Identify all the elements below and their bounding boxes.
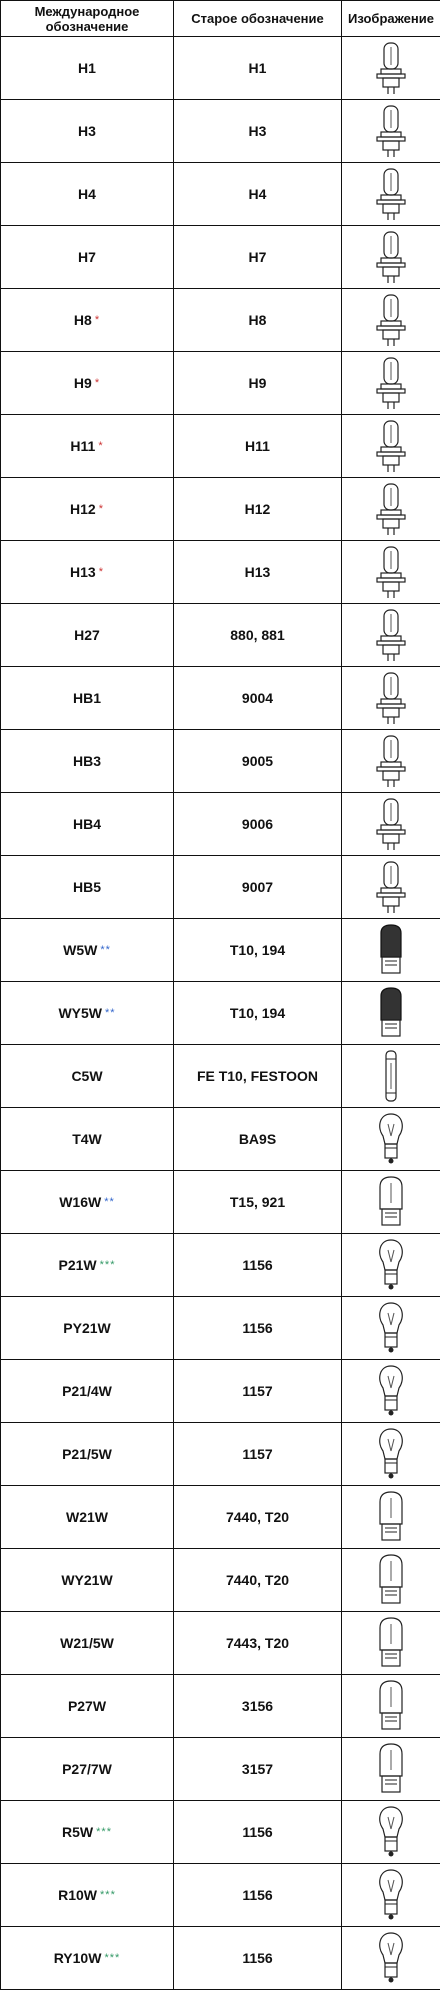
intl-code: WY21W: [61, 1572, 112, 1588]
intl-cell: [1, 415, 174, 478]
table-row: [1, 478, 440, 541]
old-code: H7: [174, 226, 342, 289]
halogen-h9-icon: [371, 354, 411, 412]
table-row: [1, 1108, 440, 1171]
halogen-h7-icon: [371, 228, 411, 286]
intl-code: P21/4W: [62, 1383, 112, 1399]
footnote-mark: *: [95, 377, 100, 389]
bayonet-r5w-icon: [371, 1803, 411, 1861]
intl-cell: [1, 163, 174, 226]
wedge-w16w-icon: [371, 1173, 411, 1231]
old-code: 9004: [174, 667, 342, 730]
bulb-image-cell: [342, 1738, 440, 1801]
old-code: 7440, T20: [174, 1486, 342, 1549]
halogen-h11-icon: [371, 417, 411, 475]
bayonet-p21-4w-icon: [371, 1362, 411, 1420]
intl-code: T4W: [72, 1131, 102, 1147]
intl-cell: [1, 1234, 174, 1297]
intl-cell: [1, 352, 174, 415]
bulb-image-cell: [342, 604, 440, 667]
bulb-image-cell: [342, 982, 440, 1045]
intl-cell: [1, 730, 174, 793]
header-international: Международное обозначение: [1, 1, 174, 37]
halogen-hb1-icon: [371, 669, 411, 727]
bulb-image-cell: [342, 667, 440, 730]
old-code: 1156: [174, 1801, 342, 1864]
wedge-w5w-icon: [371, 921, 411, 979]
old-code: 9007: [174, 856, 342, 919]
old-code: 1156: [174, 1234, 342, 1297]
footnote-mark: *: [98, 440, 103, 452]
intl-code: H4: [78, 186, 96, 202]
wedge-wy5w-icon: [371, 984, 411, 1042]
old-code: 7440, T20: [174, 1549, 342, 1612]
intl-cell: [1, 1738, 174, 1801]
old-code: 1157: [174, 1423, 342, 1486]
bayonet-p21w-icon: [371, 1236, 411, 1294]
old-code: 1156: [174, 1927, 342, 1990]
old-code: H11: [174, 415, 342, 478]
old-code: 1156: [174, 1297, 342, 1360]
footnote-mark: ***: [100, 1259, 116, 1271]
intl-cell: [1, 1108, 174, 1171]
table-row: [1, 1297, 440, 1360]
table-row: [1, 1486, 440, 1549]
footnote-mark: **: [104, 1196, 115, 1208]
intl-code: W21/5W: [60, 1635, 114, 1651]
table-row: [1, 919, 440, 982]
old-code: 3156: [174, 1675, 342, 1738]
intl-code: PY21W: [63, 1320, 110, 1336]
intl-cell: [1, 793, 174, 856]
bulb-image-cell: [342, 1297, 440, 1360]
bulb-image-cell: [342, 1549, 440, 1612]
intl-cell: [1, 856, 174, 919]
old-code: T15, 921: [174, 1171, 342, 1234]
old-code: H12: [174, 478, 342, 541]
bulb-image-cell: [342, 1045, 440, 1108]
intl-code: H11: [70, 438, 95, 454]
table-row: [1, 226, 440, 289]
intl-code: H1: [78, 60, 96, 76]
table-row: [1, 37, 440, 100]
bulb-image-cell: [342, 1171, 440, 1234]
intl-cell: [1, 1297, 174, 1360]
old-code: T10, 194: [174, 982, 342, 1045]
bulb-image-cell: [342, 1486, 440, 1549]
table-row: [1, 982, 440, 1045]
bayonet-ry10w-icon: [371, 1929, 411, 1987]
halogen-h27-icon: [371, 606, 411, 664]
intl-code: P27W: [68, 1698, 106, 1714]
bulb-image-cell: [342, 415, 440, 478]
footnote-mark: *: [99, 503, 104, 515]
footnote-mark: ***: [96, 1826, 112, 1838]
intl-code: W21W: [66, 1509, 108, 1525]
intl-cell: [1, 1675, 174, 1738]
old-code: 880, 881: [174, 604, 342, 667]
bulb-image-cell: [342, 100, 440, 163]
old-code: T10, 194: [174, 919, 342, 982]
bayonet-r10w-icon: [371, 1866, 411, 1924]
old-code: 1157: [174, 1360, 342, 1423]
intl-cell: [1, 1612, 174, 1675]
table-row: [1, 793, 440, 856]
wedge-p27w-icon: [371, 1677, 411, 1735]
intl-code: P21/5W: [62, 1446, 112, 1462]
bulb-image-cell: [342, 226, 440, 289]
table-row: [1, 1234, 440, 1297]
old-code: FE T10, FESTOON: [174, 1045, 342, 1108]
intl-cell: [1, 1801, 174, 1864]
intl-code: WY5W: [58, 1005, 102, 1021]
halogen-hb5-icon: [371, 858, 411, 916]
bulb-image-cell: [342, 163, 440, 226]
table-row: [1, 541, 440, 604]
halogen-h3-icon: [371, 102, 411, 160]
intl-code: H3: [78, 123, 96, 139]
bulb-image-cell: [342, 1864, 440, 1927]
halogen-h12-icon: [371, 480, 411, 538]
intl-code: H7: [78, 249, 96, 265]
bulb-image-cell: [342, 478, 440, 541]
wedge-w21w-icon: [371, 1488, 411, 1546]
intl-code: H9: [74, 375, 92, 391]
intl-code: R5W: [62, 1824, 93, 1840]
halogen-h4-icon: [371, 165, 411, 223]
old-code: H4: [174, 163, 342, 226]
table-row: [1, 604, 440, 667]
bulb-image-cell: [342, 1108, 440, 1171]
old-code: H3: [174, 100, 342, 163]
footnote-mark: **: [105, 1007, 116, 1019]
intl-code: HB5: [73, 879, 101, 895]
table-row: [1, 1423, 440, 1486]
header-image: Изображение: [342, 1, 440, 37]
old-code: H1: [174, 37, 342, 100]
bulb-image-cell: [342, 793, 440, 856]
table-row: [1, 667, 440, 730]
intl-cell: [1, 667, 174, 730]
intl-cell: [1, 1360, 174, 1423]
table-row: [1, 1864, 440, 1927]
wedge-w21-5w-icon: [371, 1614, 411, 1672]
intl-cell: [1, 1549, 174, 1612]
intl-code: R10W: [58, 1887, 97, 1903]
intl-cell: [1, 226, 174, 289]
old-code: BA9S: [174, 1108, 342, 1171]
intl-code: C5W: [71, 1068, 102, 1084]
old-code: 7443, T20: [174, 1612, 342, 1675]
intl-cell: [1, 1423, 174, 1486]
bayonet-py21w-icon: [371, 1299, 411, 1357]
table-row: [1, 1171, 440, 1234]
table-row: [1, 1801, 440, 1864]
bulb-image-cell: [342, 1612, 440, 1675]
old-code: 9005: [174, 730, 342, 793]
intl-cell: [1, 541, 174, 604]
intl-cell: [1, 1171, 174, 1234]
table-row: [1, 163, 440, 226]
bulb-image-cell: [342, 919, 440, 982]
intl-cell: [1, 919, 174, 982]
intl-code: RY10W: [54, 1950, 102, 1966]
intl-code: HB1: [73, 690, 101, 706]
halogen-h1-icon: [371, 39, 411, 97]
intl-code: H12: [70, 501, 96, 517]
intl-code: P27/7W: [62, 1761, 112, 1777]
table-row: [1, 1738, 440, 1801]
intl-cell: [1, 100, 174, 163]
table-header-row: [1, 1, 440, 37]
intl-code: H13: [70, 564, 96, 580]
bulb-image-cell: [342, 1234, 440, 1297]
table-row: [1, 415, 440, 478]
bulb-image-cell: [342, 1675, 440, 1738]
intl-code: H27: [74, 627, 100, 643]
halogen-hb3-icon: [371, 732, 411, 790]
table-row: [1, 1549, 440, 1612]
bulb-image-cell: [342, 1927, 440, 1990]
table-row: [1, 289, 440, 352]
table-row: [1, 1675, 440, 1738]
old-code: 3157: [174, 1738, 342, 1801]
old-code: 1156: [174, 1864, 342, 1927]
intl-cell: [1, 37, 174, 100]
bulb-image-cell: [342, 856, 440, 919]
bulb-image-cell: [342, 37, 440, 100]
intl-cell: [1, 604, 174, 667]
bulb-image-cell: [342, 289, 440, 352]
festoon-c5w-icon: [371, 1047, 411, 1105]
old-code: H9: [174, 352, 342, 415]
bulb-image-cell: [342, 1423, 440, 1486]
bulb-image-cell: [342, 1360, 440, 1423]
table-row: [1, 100, 440, 163]
table-row: [1, 352, 440, 415]
bulb-image-cell: [342, 541, 440, 604]
table-row: [1, 1927, 440, 1990]
wedge-wy21w-icon: [371, 1551, 411, 1609]
intl-code: W16W: [59, 1194, 101, 1210]
old-code: H13: [174, 541, 342, 604]
halogen-h8-icon: [371, 291, 411, 349]
table-row: [1, 856, 440, 919]
footnote-mark: **: [100, 944, 111, 956]
footnote-mark: ***: [100, 1889, 116, 1901]
footnote-mark: *: [99, 566, 104, 578]
intl-code: HB3: [73, 753, 101, 769]
halogen-hb4-icon: [371, 795, 411, 853]
table-row: [1, 1045, 440, 1108]
intl-cell: [1, 478, 174, 541]
table-row: [1, 1612, 440, 1675]
bayonet-t4w-icon: [371, 1110, 411, 1168]
bulb-image-cell: [342, 730, 440, 793]
old-code: 9006: [174, 793, 342, 856]
header-old: Старое обозначение: [174, 1, 342, 37]
wedge-p27-7w-icon: [371, 1740, 411, 1798]
table-row: [1, 1360, 440, 1423]
intl-code: W5W: [63, 942, 97, 958]
bayonet-p21-5w-icon: [371, 1425, 411, 1483]
intl-cell: [1, 1864, 174, 1927]
footnote-mark: ***: [104, 1952, 120, 1964]
old-code: H8: [174, 289, 342, 352]
intl-cell: [1, 1045, 174, 1108]
intl-code: P21W: [59, 1257, 97, 1273]
intl-cell: [1, 1927, 174, 1990]
bulb-image-cell: [342, 1801, 440, 1864]
intl-cell: [1, 982, 174, 1045]
intl-code: HB4: [73, 816, 101, 832]
intl-cell: [1, 1486, 174, 1549]
halogen-h13-icon: [371, 543, 411, 601]
footnote-mark: *: [95, 314, 100, 326]
table-row: [1, 730, 440, 793]
intl-code: H8: [74, 312, 92, 328]
bulb-image-cell: [342, 352, 440, 415]
intl-cell: [1, 289, 174, 352]
